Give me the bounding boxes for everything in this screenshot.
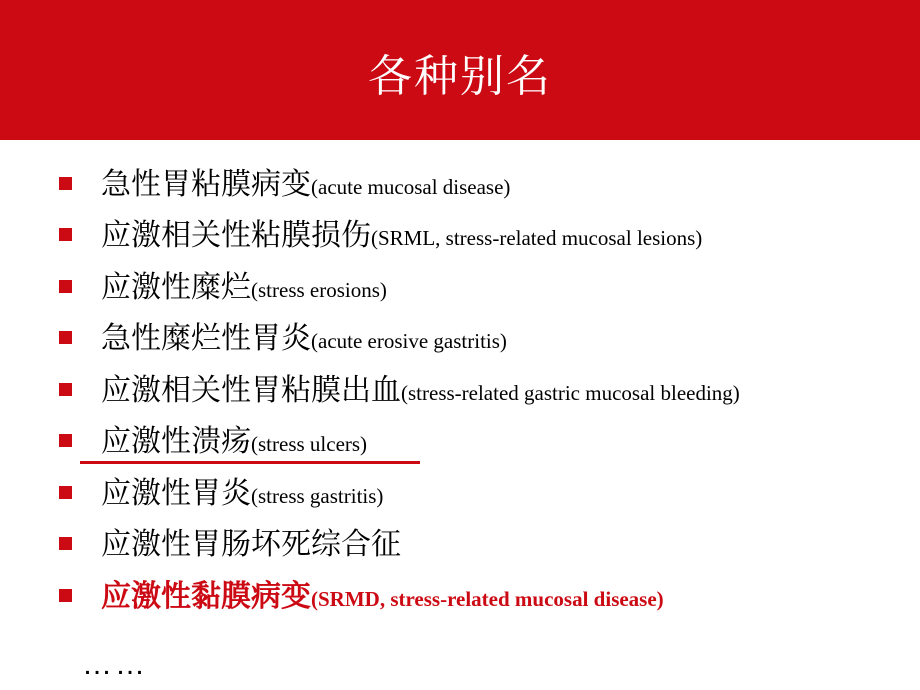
square-bullet-icon xyxy=(59,280,72,293)
list-item-text xyxy=(101,571,664,615)
list-item xyxy=(0,310,920,362)
chinese-term: 应激相关性粘膜损伤 xyxy=(101,218,371,254)
english-term: (acute mucosal disease) xyxy=(311,174,511,199)
list-item xyxy=(0,361,920,413)
english-term: (stress erosions) xyxy=(251,277,387,302)
title-banner xyxy=(0,0,920,140)
square-bullet-icon xyxy=(59,177,72,190)
chinese-term: 应激性溃疡 xyxy=(101,424,251,460)
list-item xyxy=(0,207,920,259)
chinese-term: 应激相关性胃粘膜出血 xyxy=(101,372,401,408)
list-item-text xyxy=(101,468,383,512)
list-item xyxy=(0,155,920,207)
list-item-highlighted xyxy=(0,567,920,619)
square-bullet-icon xyxy=(59,331,72,344)
square-bullet-icon xyxy=(59,486,72,499)
list-item xyxy=(0,464,920,516)
list-item-text xyxy=(101,416,367,460)
english-term: (stress gastritis) xyxy=(251,483,384,508)
chinese-term: 应激性胃炎 xyxy=(101,475,251,511)
english-term: (SRMD, stress-related mucosal disease) xyxy=(311,586,664,611)
square-bullet-icon xyxy=(59,434,72,447)
red-underline-mark xyxy=(80,461,420,464)
chinese-term: 应激性糜烂 xyxy=(101,269,251,305)
list-item-text xyxy=(101,210,702,254)
english-term: (acute erosive gastritis) xyxy=(311,329,507,354)
list-item xyxy=(0,516,920,568)
english-term: (SRML, stress-related mucosal lesions) xyxy=(371,226,703,251)
chinese-term: 应激性黏膜病变 xyxy=(101,578,311,614)
list-item-text xyxy=(101,519,401,563)
list-item xyxy=(0,258,920,310)
square-bullet-icon xyxy=(59,383,72,396)
alias-list xyxy=(0,155,920,619)
english-term: (stress ulcers) xyxy=(251,432,368,457)
slide-title: 各种别名 xyxy=(368,51,552,102)
chinese-term: 急性胃粘膜病变 xyxy=(101,166,311,202)
english-term: (stress-related gastric mucosal bleeding) xyxy=(401,380,740,405)
list-item-text xyxy=(101,262,387,306)
chinese-term: 急性糜烂性胃炎 xyxy=(101,321,311,357)
list-item-text xyxy=(101,365,740,409)
list-item-text xyxy=(101,313,507,357)
square-bullet-icon xyxy=(59,589,72,602)
square-bullet-icon xyxy=(59,537,72,550)
ellipsis: …… xyxy=(82,648,148,681)
list-item-text xyxy=(101,159,510,203)
chinese-term: 应激性胃肠坏死综合征 xyxy=(101,527,401,563)
list-item xyxy=(0,413,920,465)
square-bullet-icon xyxy=(59,228,72,241)
